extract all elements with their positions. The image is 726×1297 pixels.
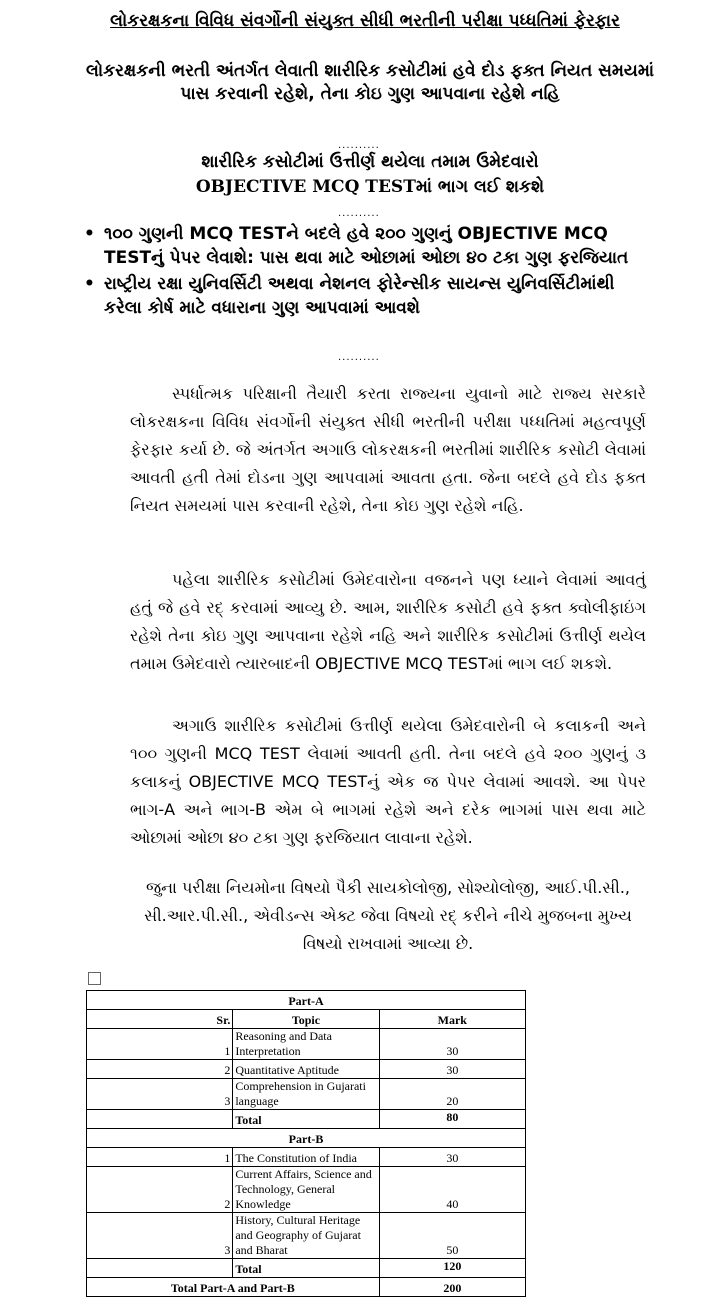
separator-dots: .......... — [338, 352, 380, 363]
highlight-line-1: શારીરિક કસોટીમાં ઉત્તીર્ણ થયેલા તમામ ઉમેદવારો — [201, 152, 539, 172]
row-topic: Comprehension in Gujarati language — [233, 1079, 379, 1110]
body-paragraph: પહેલા શારીરિક કસોટીમાં ઉમેદવારોના વજનને પણ ધ્યાને લેવામાં આવતું હતું જે હવે રદ્ કરવામાં આવ્યુ છે. આમ, શારીરિક કસોટી હવે ફક્ત ક્વોલીફાઇંગ રહેશે તેના કોઇ ગુણ આપવાના રહેશે નહિ અને શારીરિક કસોટીમાં ઉત્તીર્ણ થયેલ તમામ ઉમેદવારો ત્યારબાદની OBJECTIVE MCQ TESTમાં ભાગ લઈ શકશે. — [130, 570, 646, 673]
row-mark: 40 — [379, 1167, 525, 1213]
row-sr: 1 — [87, 1148, 233, 1167]
row-mark: 20 — [379, 1079, 525, 1110]
row-sr: 2 — [87, 1167, 233, 1213]
separator-dots: .......... — [338, 208, 380, 219]
grand-total-label: Total Part-A and Part-B — [87, 1278, 380, 1297]
table-row — [87, 1129, 526, 1148]
table-header-row — [87, 1010, 526, 1029]
table-row — [87, 1167, 526, 1213]
row-mark: 30 — [379, 1060, 525, 1079]
row-topic: Reasoning and Data Interpretation — [233, 1029, 379, 1060]
grand-total-row — [87, 1278, 526, 1297]
key-point: • રાષ્ટ્રીય રક્ષા યુનિવર્સિટી અથવા નેશનલ ફોરેન્સીક સાયન્સ યુનિવર્સિટીમાંથી કરેલા કોર્ષ માટે વધારાના ગુણ આપવામાં આવશે — [84, 272, 644, 320]
row-topic: History, Cultural Heritage and Geography of Gujarat and Bharat — [233, 1213, 379, 1259]
row-mark: 30 — [379, 1029, 525, 1060]
table-row — [87, 1029, 526, 1060]
part-b-title: Part-B — [87, 1129, 526, 1148]
checkbox-icon — [88, 972, 101, 985]
table-row — [87, 991, 526, 1010]
table-row — [87, 1148, 526, 1167]
body-paragraph: અગાઉ શારીરિક કસોટીમાં ઉત્તીર્ણ થયેલા ઉમેદવારોની બે કલાકની અને ૧૦૦ ગુણની MCQ TEST લેવામાં આવતી હતી. તેના બદલે હવે ૨૦૦ ગુણનું ૩ કલાકનું OBJECTIVE MCQ TESTનું એક જ પેપર લેવામાં આવશે. આ પેપર ભાગ-A અને ભાગ-B એમ બે ભાગમાં રહેશે અને દરેક ભાગમાં પાસ થવા માટે ઓછામાં ઓછા ૪૦ ટકા ગુણ ફરજિયાત લાવાના રહેશે. — [130, 716, 646, 847]
row-topic: Current Affairs, Science and Technology, General Knowledge — [233, 1167, 379, 1213]
total-label: Total — [233, 1259, 379, 1278]
table-row — [87, 1213, 526, 1259]
key-points-list — [84, 222, 644, 322]
total-mark: 80 — [379, 1110, 525, 1129]
key-point: • ૧૦૦ ગુણની MCQ TESTને બદલે હવે ૨૦૦ ગુણનું OBJECTIVE MCQ TESTનું પેપર લેવાશે: પાસ થવા માટે ઓછામાં ઓછા ૪૦ ટકા ગુણ ફરજિયાત — [84, 222, 644, 270]
row-sr: 3 — [87, 1213, 233, 1259]
grand-total-mark: 200 — [379, 1278, 525, 1297]
row-mark: 30 — [379, 1148, 525, 1167]
total-label: Total — [233, 1110, 379, 1129]
body-paragraph: જુના પરીક્ષા નિયમોના વિષયો પૈકી સાયકોલોજી, સોશ્યોલોજી, આઈ.પી.સી., સી.આર.પી.સી., એવીડન્સ એક્ટ જેવા વિષયો રદ્ કરીને નીચે મુજબના મુખ્ય વિષયો રાખવામાં આવ્યા છે. — [144, 878, 632, 953]
header-sr: Sr. — [87, 1010, 233, 1029]
body-paragraph: સ્પર્ધાત્મક પરિક્ષાની તૈયારી કરતા રાજ્યના યુવાનો માટે રાજ્ય સરકારે લોકરક્ષકના વિવિધ સંવર્ગોની સંયુક્ત સીધી ભરતીની પરીક્ષા પધ્ધતિમાં મહત્વપૂર્ણ ફેરફાર કર્યા છે. જે અંતર્ગત અગાઉ લોકરક્ષકની ભરતીમાં શારીરિક કસોટી લેવામાં આવતી હતી તેમાં દોડના ગુણ આપવામાં આવતા હતા. જેના બદલે હવે દોડ ફક્ત નિયત સમયમાં પાસ કરવાની રહેશે, તેના કોઇ ગુણ રહેશે નહિ. — [130, 384, 646, 515]
news-subtitle: લોકરક્ષકની ભરતી અંતર્ગત લેવાતી શારીરિક કસોટીમાં હવે દોડ ફક્ત નિયત સમયમાં પાસ કરવાની રહેશે, તેના કોઇ ગુણ આપવાના રહેશે નહિ — [85, 61, 655, 104]
row-mark: 50 — [379, 1213, 525, 1259]
news-highlight — [110, 150, 630, 200]
syllabus-table — [86, 990, 526, 1297]
row-topic: The Constitution of India — [233, 1148, 379, 1167]
table-total-row — [87, 1259, 526, 1278]
news-title: લોકરક્ષકના વિવિધ સંવર્ગોની સંયુક્ત સીધી ભરતીની પરીક્ષા પધ્ધતિમાં ફેરફાર — [110, 11, 620, 31]
table-row — [87, 1060, 526, 1079]
table-total-row — [87, 1110, 526, 1129]
row-sr: 2 — [87, 1060, 233, 1079]
table-row — [87, 1079, 526, 1110]
row-sr: 1 — [87, 1029, 233, 1060]
row-sr: 3 — [87, 1079, 233, 1110]
row-topic: Quantitative Aptitude — [233, 1060, 379, 1079]
highlight-line-2: OBJECTIVE MCQ TESTમાં ભાગ લઈ શકશે — [195, 177, 545, 197]
separator-dots: .......... — [338, 140, 380, 151]
total-mark: 120 — [379, 1259, 525, 1278]
header-topic: Topic — [233, 1010, 379, 1029]
part-a-title: Part-A — [87, 991, 526, 1010]
header-mark: Mark — [379, 1010, 525, 1029]
